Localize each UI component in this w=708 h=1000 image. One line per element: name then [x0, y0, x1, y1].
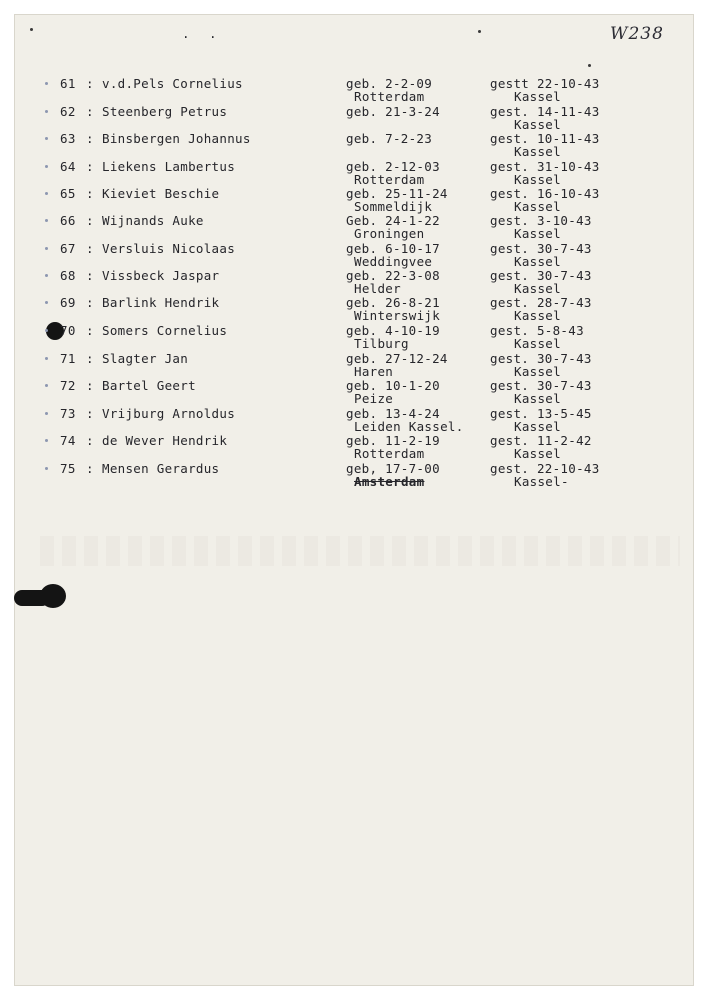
birth-date: geb. 26-8-21: [346, 295, 440, 310]
show-through-text: [40, 536, 680, 566]
death-place: Kassel: [514, 89, 561, 104]
margin-mark: [45, 357, 48, 360]
death-date: gest. 10-11-43: [490, 131, 600, 146]
entry-separator: :: [86, 241, 94, 256]
birth-place: Leiden Kassel.: [354, 419, 464, 434]
entry-number: 72: [60, 378, 76, 393]
margin-mark: [45, 384, 48, 387]
person-name: Barlink Hendrik: [102, 295, 220, 310]
entry-separator: :: [86, 323, 94, 338]
birth-date: geb. 10-1-20: [346, 378, 440, 393]
person-name: Vrijburg Arnoldus: [102, 406, 236, 421]
death-place: Kassel: [514, 391, 561, 406]
margin-mark: [45, 192, 48, 195]
birth-place: Peize: [354, 391, 394, 406]
person-name: Wijnands Auke: [102, 213, 204, 228]
person-name: Versluis Nicolaas: [102, 241, 236, 256]
birth-place: Helder: [354, 281, 401, 296]
death-place: Kassel: [514, 172, 561, 187]
death-date: gest. 22-10-43: [490, 461, 600, 476]
birth-date: geb. 27-12-24: [346, 351, 448, 366]
list-item: [0, 406, 708, 434]
handwritten-reference: W238: [610, 24, 664, 44]
death-date: gest. 30-7-43: [490, 351, 592, 366]
entry-number: 69: [60, 295, 76, 310]
person-name: Steenberg Petrus: [102, 104, 228, 119]
birth-date: geb. 4-10-19: [346, 323, 440, 338]
entry-separator: :: [86, 104, 94, 119]
birth-date: geb. 25-11-24: [346, 186, 448, 201]
list-item: [0, 433, 708, 461]
person-name: Slagter Jan: [102, 351, 189, 366]
entry-separator: :: [86, 159, 94, 174]
entry-separator: :: [86, 186, 94, 201]
death-date: gest. 31-10-43: [490, 159, 600, 174]
person-name: Vissbeck Jaspar: [102, 268, 220, 283]
birth-date: geb. 13-4-24: [346, 406, 440, 421]
person-name: Kieviet Beschie: [102, 186, 220, 201]
entry-number: 62: [60, 104, 76, 119]
birth-date: geb. 6-10-17: [346, 241, 440, 256]
death-date: gest. 30-7-43: [490, 241, 592, 256]
death-place: Kassel: [514, 254, 561, 269]
death-date: gest. 28-7-43: [490, 295, 592, 310]
top-marks: . .: [182, 26, 223, 41]
death-place: Kassel: [514, 364, 561, 379]
list-item: [0, 241, 708, 269]
person-name: Liekens Lambertus: [102, 159, 236, 174]
entry-separator: :: [86, 131, 94, 146]
death-place: Kassel: [514, 419, 561, 434]
birth-place: Rotterdam: [354, 89, 425, 104]
birth-place: Rotterdam: [354, 446, 425, 461]
entry-number: 61: [60, 76, 76, 91]
birth-place: Weddingvee: [354, 254, 433, 269]
entry-separator: :: [86, 76, 94, 91]
death-place: Kassel: [514, 336, 561, 351]
death-date: gest. 16-10-43: [490, 186, 600, 201]
birth-place: Rotterdam: [354, 172, 425, 187]
list-item: [0, 323, 708, 351]
death-date: gest. 30-7-43: [490, 268, 592, 283]
birth-place: Tilburg: [354, 336, 409, 351]
birth-date: Geb. 24-1-22: [346, 213, 440, 228]
death-place: Kassel: [514, 199, 561, 214]
margin-mark: [45, 467, 48, 470]
list-item: [0, 159, 708, 187]
margin-mark: [45, 329, 48, 332]
person-name: Binsbergen Johannus: [102, 131, 251, 146]
birth-place: Amsterdam: [354, 474, 425, 489]
birth-date: geb. 11-2-19: [346, 433, 440, 448]
entry-separator: :: [86, 351, 94, 366]
entry-number: 63: [60, 131, 76, 146]
person-name: Bartel Geert: [102, 378, 196, 393]
list-item: [0, 295, 708, 323]
margin-mark: [45, 274, 48, 277]
entry-separator: :: [86, 295, 94, 310]
death-date: gest. 5-8-43: [490, 323, 584, 338]
margin-mark: [45, 439, 48, 442]
birth-place: Haren: [354, 364, 394, 379]
birth-place: Sommeldijk: [354, 199, 433, 214]
death-date: gest. 14-11-43: [490, 104, 600, 119]
margin-mark: [45, 247, 48, 250]
death-place: Kassel: [514, 281, 561, 296]
entry-separator: :: [86, 406, 94, 421]
entry-number: 71: [60, 351, 76, 366]
birth-date: geb, 17-7-00: [346, 461, 440, 476]
death-place: Kassel: [514, 117, 561, 132]
entry-number: 66: [60, 213, 76, 228]
person-name: Mensen Gerardus: [102, 461, 220, 476]
speck-mark: [30, 28, 33, 31]
entry-separator: :: [86, 433, 94, 448]
entry-number: 75: [60, 461, 76, 476]
person-name: Somers Cornelius: [102, 323, 228, 338]
entry-separator: :: [86, 268, 94, 283]
list-item: [0, 268, 708, 296]
list-item: [0, 351, 708, 379]
person-name: de Wever Hendrik: [102, 433, 228, 448]
list-item: [0, 104, 708, 132]
entry-number: 74: [60, 433, 76, 448]
list-item: [0, 76, 708, 104]
punch-hole-edge: [14, 590, 50, 606]
entry-number: 67: [60, 241, 76, 256]
entry-separator: :: [86, 378, 94, 393]
death-date: gest. 3-10-43: [490, 213, 592, 228]
list-item: [0, 186, 708, 214]
birth-date: geb. 2-2-09: [346, 76, 433, 91]
death-place: Kassel-: [514, 474, 569, 489]
margin-mark: [45, 301, 48, 304]
birth-place: Winterswijk: [354, 308, 441, 323]
list-item: [0, 378, 708, 406]
death-place: Kassel: [514, 446, 561, 461]
person-name: v.d.Pels Cornelius: [102, 76, 243, 91]
entry-number: 70: [60, 323, 76, 338]
speck-mark: [478, 30, 481, 33]
list-item: [0, 461, 708, 489]
list-item: [0, 131, 708, 159]
birth-date: geb. 21-3-24: [346, 104, 440, 119]
death-place: Kassel: [514, 144, 561, 159]
birth-date: geb. 22-3-08: [346, 268, 440, 283]
margin-mark: [45, 412, 48, 415]
death-date: gest. 13-5-45: [490, 406, 592, 421]
death-date: gest. 30-7-43: [490, 378, 592, 393]
entry-number: 73: [60, 406, 76, 421]
margin-mark: [45, 137, 48, 140]
margin-mark: [45, 110, 48, 113]
death-date: gest. 11-2-42: [490, 433, 592, 448]
entry-number: 68: [60, 268, 76, 283]
death-date: gestt 22-10-43: [490, 76, 600, 91]
list-item: [0, 213, 708, 241]
death-place: Kassel: [514, 308, 561, 323]
birth-date: geb. 2-12-03: [346, 159, 440, 174]
margin-mark: [45, 165, 48, 168]
birth-place: Groningen: [354, 226, 425, 241]
entry-number: 64: [60, 159, 76, 174]
entry-separator: :: [86, 461, 94, 476]
death-place: Kassel: [514, 226, 561, 241]
margin-mark: [45, 219, 48, 222]
birth-date: geb. 7-2-23: [346, 131, 433, 146]
speck-mark: [588, 64, 591, 67]
entry-number: 65: [60, 186, 76, 201]
entry-separator: :: [86, 213, 94, 228]
margin-mark: [45, 82, 48, 85]
